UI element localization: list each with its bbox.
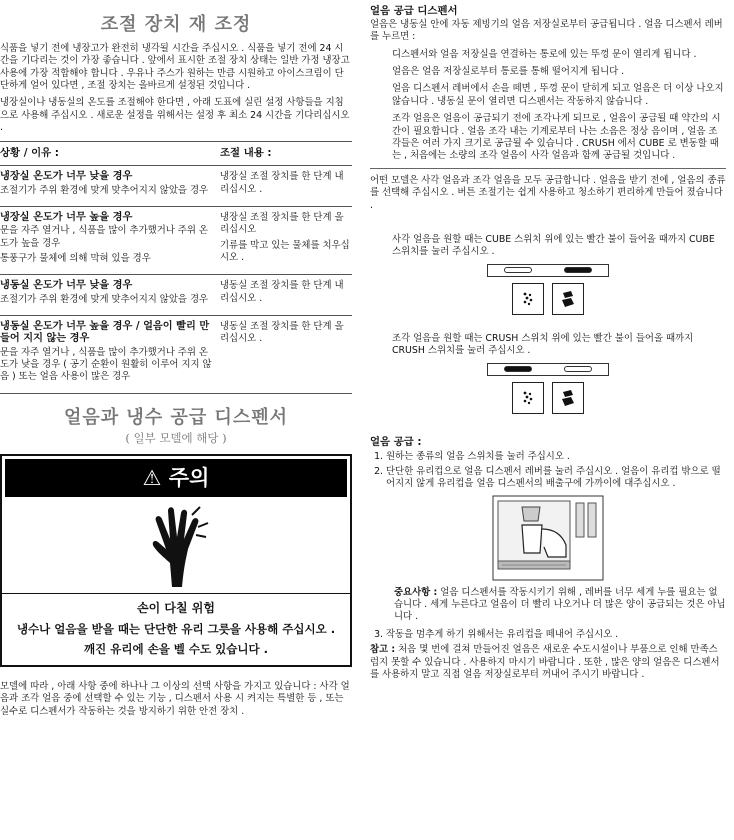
cube-switch-button[interactable] — [552, 283, 584, 315]
row-reason: 문을 자주 열거나 , 식품을 많이 추가했거나 주위 온도가 낮을 경우 ( 공기 순환이 원활히 이루어 지지 않음 ) 또는 얼음 사용이 많은 경우 — [0, 346, 212, 383]
table-row — [0, 275, 352, 316]
caution-box — [0, 454, 352, 667]
left-column — [0, 0, 352, 723]
table-row — [0, 316, 352, 394]
dispenser-section-title: 얼음과 냉수 공급 디스펜서 — [63, 406, 289, 428]
crush-instruction: 조각 얼음을 원할 때는 CRUSH 스위치 위에 있는 빨간 불이 들어올 때까지 CRUSH 스위치를 눌러 주십시오 . — [392, 332, 694, 357]
controls-section-title: 조절 장치 재 조정 — [100, 14, 252, 35]
supply-step: 2. 단단한 유리컵으로 얼음 디스펜서 레버를 눌러 주십시오 . 얼음이 유리컵 밖으로 떨어지지 않게 유리컵을 얼음 디스펜서의 배출구에 가까이에 대주십시오 . — [386, 466, 726, 491]
row-action: 냉장실 조절 장치를 한 단계 올리십시오 — [220, 211, 344, 236]
header-action: 조절 내용 : — [220, 146, 272, 159]
table-header — [0, 142, 352, 167]
table-row — [0, 207, 352, 275]
row-condition: 냉장실 온도가 너무 낮을 경우 — [0, 171, 133, 183]
row-condition: 냉장실 온도가 너무 높을 경우 — [0, 211, 133, 223]
crush-indicator-light — [564, 267, 592, 273]
row-action: 냉장실 조절 장치를 한 단계 내리십시오 . — [220, 171, 344, 195]
note-label: 참고 : — [370, 644, 396, 656]
cut-hand-icon — [126, 501, 226, 589]
warning-triangle-icon: ⚠ — [142, 465, 162, 490]
cube-switch-button[interactable] — [552, 382, 584, 414]
options-paragraph: 모델에 따라 , 아래 사항 중에 하나나 그 이상의 선택 사항을 가지고 있습니다 : 사각 얼음과 조각 얼음 중에 선택할 수 있는 기능 , 디스펜서 사용 시 켜지는 특별한 등 , 또는 실수로 디스펜서가 작동하는 것을 방지하기 위한 안전 장치 . — [0, 680, 350, 717]
cube-indicator-panel — [370, 264, 726, 277]
crush-switch-button[interactable] — [512, 283, 544, 315]
controls-guide-paragraph: 냉장실이나 냉동실의 온도를 조절해야 한다면 , 아래 도표에 실린 설정 사항들을 지침으로 사용해 주십시오 . 새로운 설정을 위해서는 설정 후 최소 24 시간을 기다리십시오 . — [0, 97, 350, 134]
caution-risk-title: 손이 다칠 위험 — [137, 600, 215, 615]
dispense-step: 얼음 디스펜서 레버에서 손을 떼면 , 뚜껑 문이 닫히게 되고 얼음은 더 이상 나오지 않습니다 . 냉동실 문이 열리면 디스펜서는 작동하지 않습니다 . — [392, 83, 724, 107]
cube-indicator-light — [504, 366, 532, 372]
caution-instruction: 냉수나 얼음을 받을 때는 단단한 유리 그릇을 사용해 주십시오 . — [16, 621, 336, 636]
row-action: 기류를 막고 있는 물체를 치우십시오 . — [220, 239, 350, 264]
row-reason: 조절기가 주위 환경에 맞게 맞추어지지 않았을 경우 — [0, 184, 209, 196]
row-reason: 통풍구가 물체에 의해 막혀 있을 경우 — [0, 253, 151, 265]
ice-dispenser-intro: 얼음은 냉동실 안에 자동 제빙기의 얼음 저장실로부터 공급됩니다 . 얼음 디스펜서 레버를 누르면 : — [370, 18, 723, 43]
cube-instruction: 사각 얼음을 원할 때는 CUBE 스위치 위에 있는 빨간 불이 들어올 때까지 CUBE 스위치를 눌러 주십시오 . — [392, 234, 715, 258]
dispense-steps — [370, 49, 726, 163]
dispense-step: 조각 얼음은 얼음이 공급되기 전에 조각나게 되므로 , 얼음이 공급될 때 약간의 시간이 필요합니다 . 얼음 조각 내는 기계로부터 나는 소음은 정상 음이며 , 얼음 조각들은 여러 가지 크기로 공급될 수 있습니다 . CRUSH 에서 CUBE 로 변동할 때는 , 처음에는 소량의 조각 얼음이 사각 얼음과 함께 공급될 것입니다 . — [392, 113, 721, 162]
note-text: 처음 몇 번에 걸쳐 만들어진 얼음은 새로운 수도시설이나 부품으로 인해 만족스럽지 못할 수 있습니다 . 사용하지 마시기 바랍니다 . 또한 , 많은 양의 얼음은 디스펜서를 사용하지 말고 직접 얼음 저장실로부터 꺼내어 주시기 바랍니다 . — [370, 644, 720, 681]
right-column — [370, 0, 726, 686]
controls-intro-paragraph: 식품을 넣기 전에 냉장고가 완전히 냉각될 시간을 주십시오 . 식품을 넣기 전에 24 시간을 기다리는 것이 가장 좋습니다 . 앞에서 표시한 조절 장치 상태는 일반 가정 냉장고 사용에 가장 적합해야 합니다 . 우유나 주스가 원하는 만큼 시원하고 아이스크림이 단단하게 얼어 있다면 , 조절 장치는 올바르게 설정된 것입니다 . — [0, 42, 350, 91]
reference-note — [370, 644, 726, 681]
crush-indicator-panel — [370, 363, 726, 376]
header-condition: 상황 / 이유 : — [0, 146, 59, 159]
supply-step: 1. 원하는 종류의 얼음 스위치를 눌러 주십시오 . — [386, 451, 726, 463]
dispense-step: 얼음은 얼음 저장실로부터 통로를 통해 떨어지게 됩니다 . — [392, 65, 625, 77]
row-condition: 냉동실 온도가 너무 높을 경우 / 얼음이 빨리 만들어 지지 않는 경우 — [0, 321, 210, 345]
cube-ice-icon — [559, 290, 577, 308]
cut-hand-illustration — [2, 497, 350, 594]
dispense-step: 디스펜서와 얼음 저장실을 연결하는 통로에 있는 뚜껑 문이 열리게 됩니다 . — [392, 48, 697, 60]
temperature-adjust-table — [0, 141, 352, 394]
caution-header — [5, 459, 347, 497]
table-row — [0, 166, 352, 207]
crushed-ice-icon — [520, 290, 536, 308]
crushed-ice-icon — [520, 389, 536, 407]
row-condition: 냉동실 온도가 너무 낮을 경우 — [0, 280, 133, 292]
crush-switch-buttons — [370, 382, 726, 414]
glass-under-dispenser-icon — [492, 495, 604, 581]
cube-indicator-light — [504, 267, 532, 273]
cube-switch-buttons — [370, 283, 726, 315]
row-reason: 조절기가 주위 환경에 맞게 맞추어지지 않았을 경우 — [0, 293, 209, 305]
ice-type-paragraph: 어떤 모델은 사각 얼음과 조각 얼음을 모두 공급합니다 . 얼음을 받기 전에 , 얼음의 종류를 선택해 주십시오 . 버튼 조절기는 쉽게 사용하고 청소하기 편리하게 만들어 졌습니다 . — [370, 174, 726, 211]
ice-supply-steps — [370, 451, 726, 490]
row-action: 냉동실 조절 장치를 한 단계 올리십시오 . — [220, 321, 344, 345]
ice-supply-heading: 얼음 공급 : — [370, 435, 422, 448]
row-reason: 문을 자주 열거나 , 식품을 많이 추가했거나 주위 온도가 높을 경우 — [0, 225, 208, 249]
dispenser-illustration — [370, 495, 726, 581]
ice-dispenser-heading: 얼음 공급 디스펜서 — [370, 5, 458, 17]
important-label: 중요사항 : — [394, 586, 438, 598]
row-action: 냉동실 조절 장치를 한 단계 내리십시오 . — [220, 280, 344, 304]
cube-ice-icon — [559, 389, 577, 407]
crush-switch-button[interactable] — [512, 382, 544, 414]
dispenser-section-subtitle: ( 일부 모델에 해당 ) — [125, 430, 227, 445]
crush-indicator-light — [564, 366, 592, 372]
caution-consequence: 깨진 유리에 손을 벨 수도 있습니다 . — [84, 641, 268, 656]
important-text: 얼음 디스펜서를 작동시키기 위해 , 레버를 너무 세게 누를 필요는 없습니다 . 세게 누른다고 얼음이 더 빨리 나오거나 더 많은 양이 공급되는 것은 아닙니다 . — [394, 586, 726, 623]
caution-label: 주의 — [168, 465, 210, 490]
supply-step: 3. 작동을 멈추게 하기 위해서는 유리컵을 떼내어 주십시오 . — [386, 629, 726, 641]
important-note — [394, 587, 726, 624]
